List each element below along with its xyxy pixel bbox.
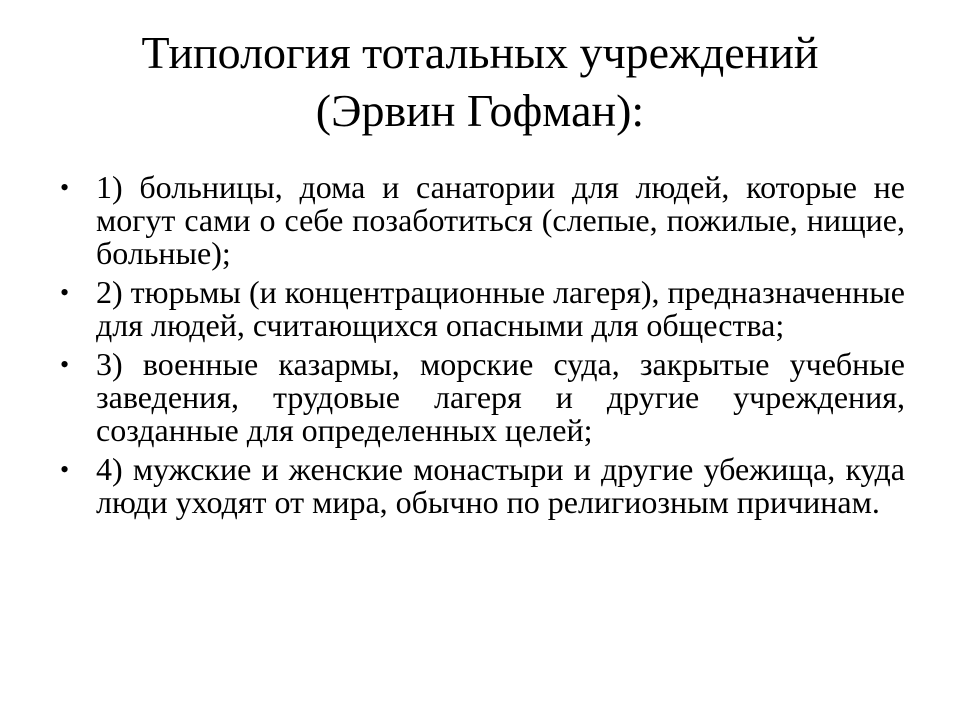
slide-title <box>40 24 920 140</box>
bullet-item-1 <box>60 171 905 270</box>
bullet-dot-icon: • <box>60 278 70 307</box>
bullet-dot-icon: • <box>60 455 70 484</box>
bullet-dot-icon: • <box>60 350 70 379</box>
bullet-text: 3) военные казармы, морские суда, закрытые учебные заведения, трудовые лагеря и другие учреждения, созданные для определенных целей; <box>96 346 905 448</box>
bullet-text: 2) тюрьмы (и концентрационные лагеря), предназначенные для людей, считающихся опасными для общества; <box>96 274 905 343</box>
slide-title-line-1: Типология тотальных учреждений <box>141 27 819 78</box>
slide-title-line-2: (Эрвин Гофман): <box>315 85 645 136</box>
bullet-text: 1) больницы, дома и санатории для людей, которые не могут сами о себе позаботиться (слепые, пожилые, нищие, больные); <box>96 169 905 271</box>
bullet-dot-icon: • <box>60 173 70 202</box>
bullet-item-2 <box>60 276 905 342</box>
bullet-item-3 <box>60 348 905 447</box>
bullet-list <box>60 171 905 525</box>
bullet-item-4 <box>60 453 905 519</box>
bullet-text: 4) мужские и женские монастыри и другие убежища, куда люди уходят от мира, обычно по религиозным причинам. <box>96 451 905 520</box>
